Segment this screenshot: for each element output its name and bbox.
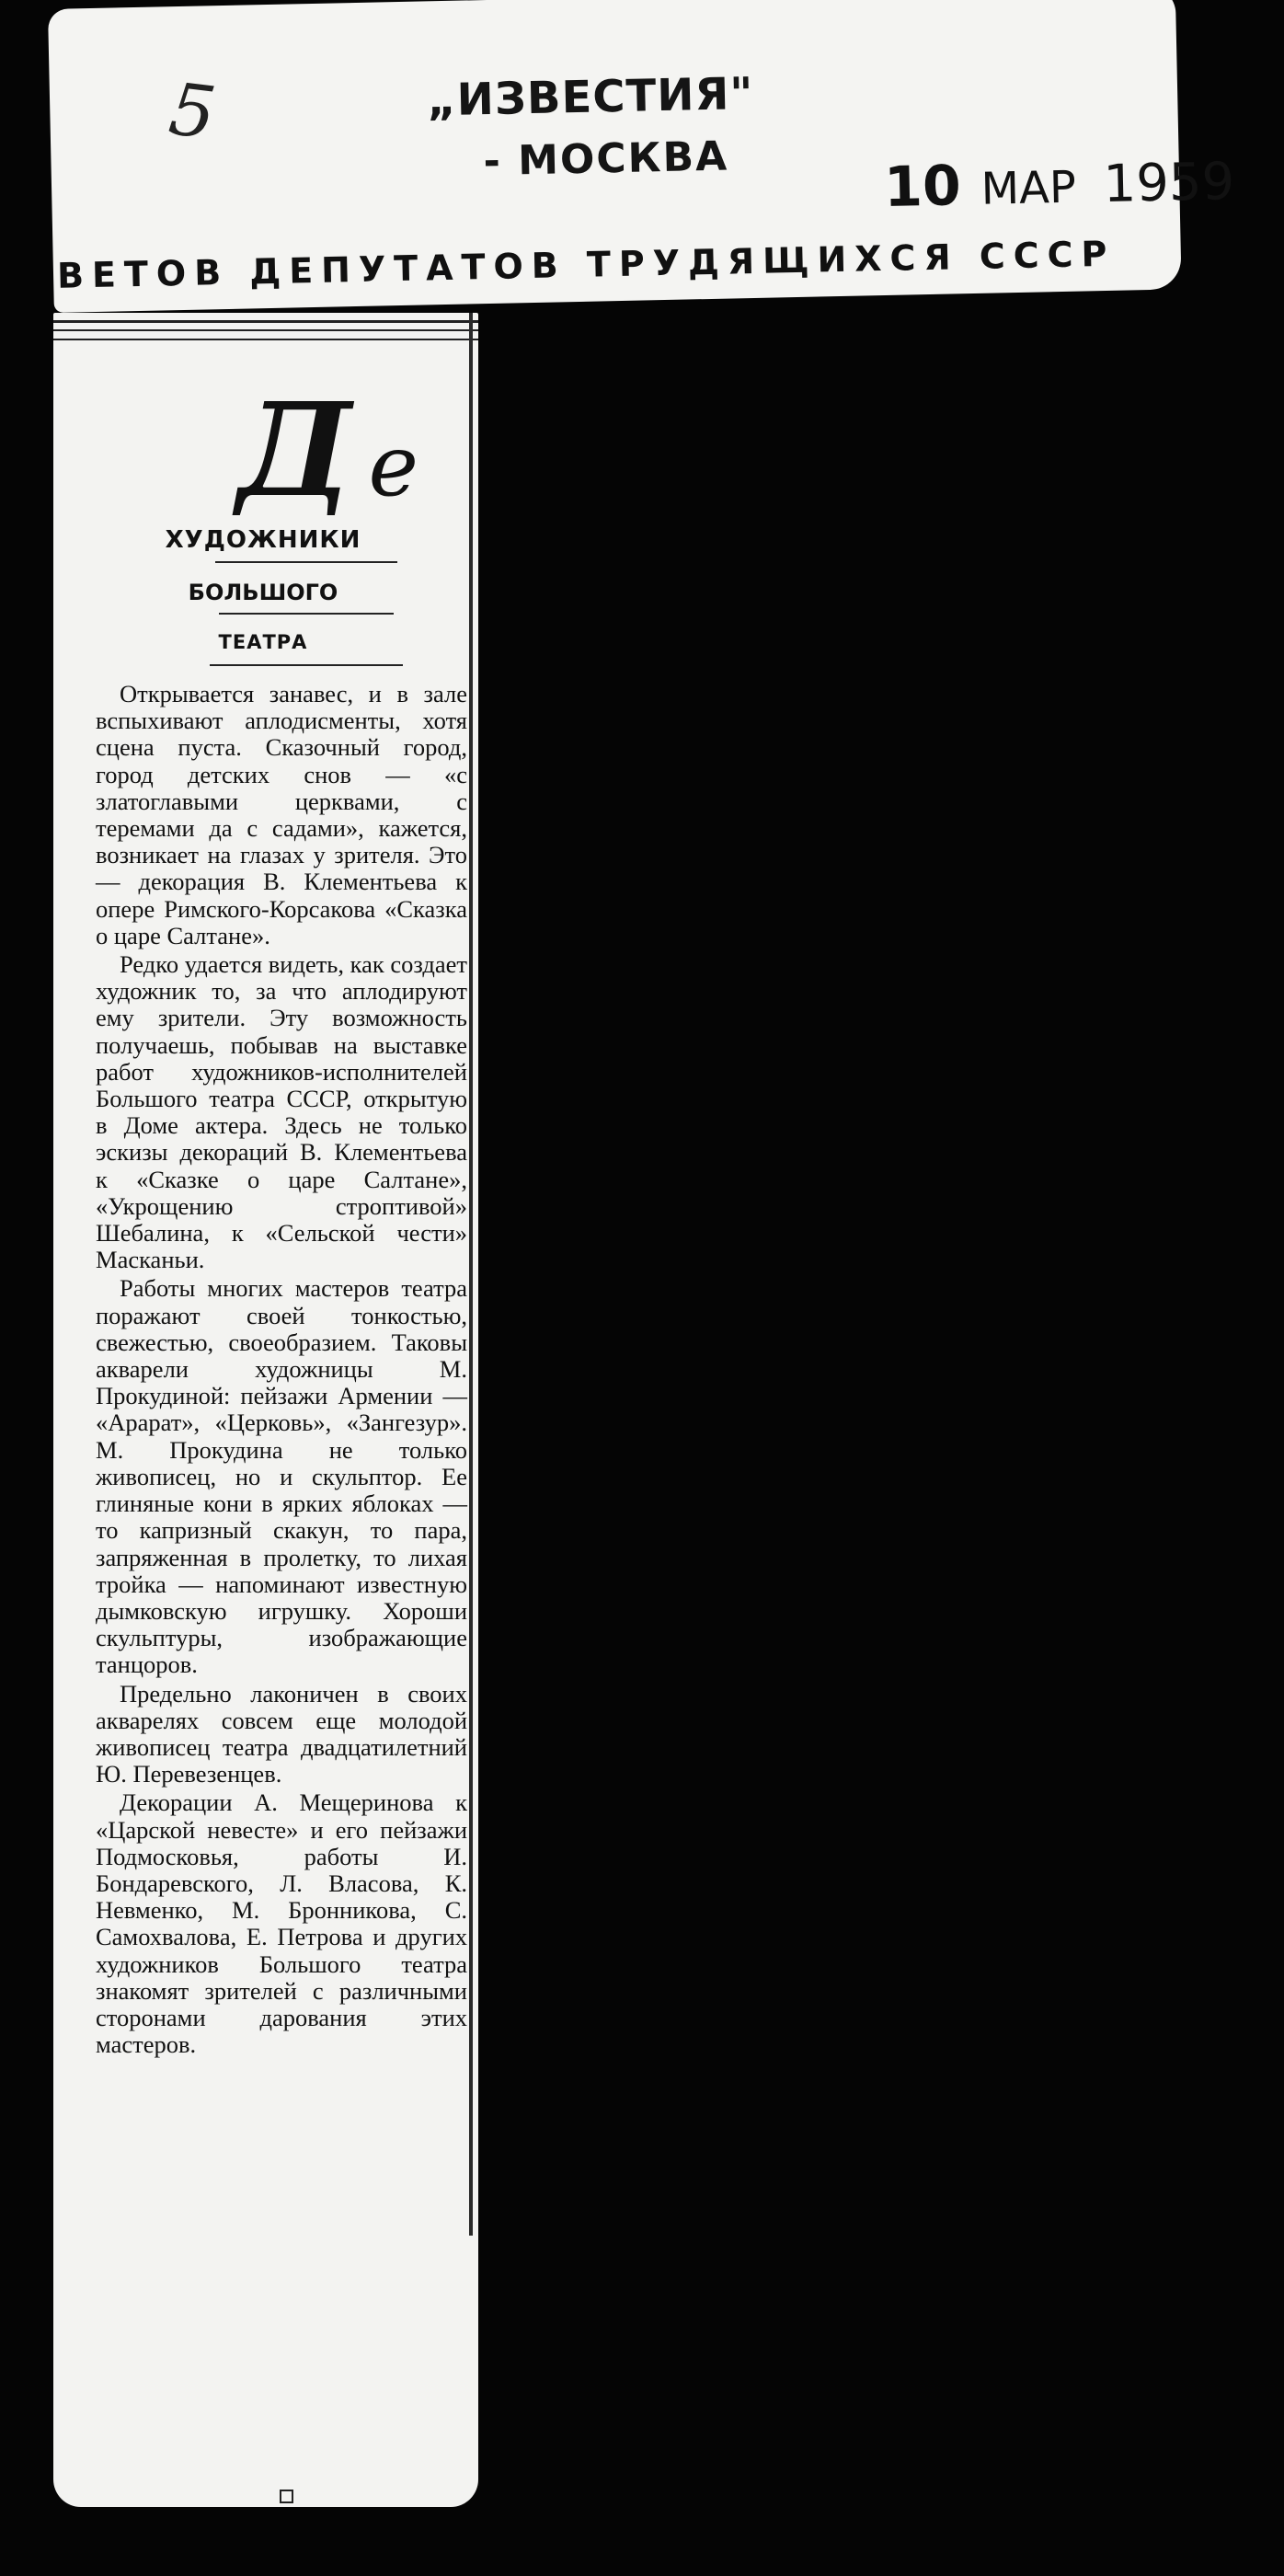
- handwritten-number: 5: [165, 68, 221, 156]
- city-stamp: - МОСКВА: [483, 132, 729, 186]
- article-paragraph: Редко удается видеть, как создает художник то, за что аплодируют ему зрители. Эту возможность получаешь, побывав на выставке работ художников-исполнителей Большого театра СССР, открытую в Доме актера. Здесь не только эскизы декораций В. Клементьева к «Сказке о царе Салтане», «Укрощению строптивой» Шебалина, к «Сельской чести» Масканьи.: [96, 950, 467, 1274]
- article-paragraph: Предельно лаконичен в своих акварелях совсем еще молодой живописец театра двадцатилетний Ю. Перевезенцев.: [96, 1679, 467, 1788]
- title-rest: е: [368, 417, 418, 515]
- top-rule: [53, 320, 478, 323]
- article-paragraph: Декорации А. Мещеринова к «Царской невесте» и его пейзажи Подмосковья, работы И. Бондаревского, Л. Власова, К. Невменко, М. Бронникова, С. Самохвалова, Е. Петрова и других художников Большого театра знакомят зрителей с различными сторонами дарования этих мастеров.: [96, 1788, 467, 2059]
- subhead-line-1: ХУДОЖНИКИ: [165, 526, 361, 554]
- newspaper-name-deco: ": [728, 68, 750, 121]
- article-clipping: [53, 313, 478, 2507]
- date-stamp: [884, 148, 1235, 220]
- top-rule: [53, 329, 478, 331]
- subhead-divider: [210, 664, 403, 666]
- date-month: МАР: [980, 161, 1077, 215]
- article-body: [96, 681, 467, 2058]
- date-day: 10: [883, 154, 962, 220]
- subhead-line-2: БОЛЬШОГО: [188, 580, 338, 605]
- date-year: 1959: [1102, 152, 1235, 215]
- newspaper-masthead-fragment: ВЕТОВ ДЕПУТАТОВ ТРУДЯЩИХСЯ СССР: [56, 233, 1116, 296]
- subhead-divider: [219, 613, 394, 615]
- clipping-header-stamp: [48, 0, 1235, 313]
- newspaper-name: „ИЗВЕСТИЯ: [426, 68, 730, 127]
- top-rule: [53, 339, 478, 340]
- subhead-divider: [215, 561, 397, 563]
- article-paragraph: Открывается занавес, и в зале вспыхивают аплодисменты, хотя сцена пуста. Сказочный город, город детских снов — «с златоглавыми церквами, с теремами да с садами», кажется, возникает на глазах у зрителя. Это — декорация В. Клементьева к опере Римского-Корсакова «Сказка о царе Салтане».: [96, 680, 467, 949]
- newspaper-name-stamp: [427, 68, 750, 126]
- end-mark-icon: [280, 2490, 293, 2503]
- article-paragraph: Работы многих мастеров театра поражают своей тонкостью, свежестью, своеобразием. Таковы акварели художницы М. Прокудиной: пейзажи Армении — «Арарат», «Церковь», «Зангезур». М. Прокудина не только живописец, но и скульптор. Ее глиняные кони в ярких яблоках — то капризный скакун, то пара, запряженная в пролетку, то лихая тройка — напоминают известную дымковскую игрушку. Хороши скульптуры, изображающие танцоров.: [96, 1274, 467, 1679]
- title-initial: Д: [237, 375, 352, 526]
- subhead-line-3: ТЕАТРА: [218, 631, 308, 653]
- article-title-fragment: [237, 375, 418, 531]
